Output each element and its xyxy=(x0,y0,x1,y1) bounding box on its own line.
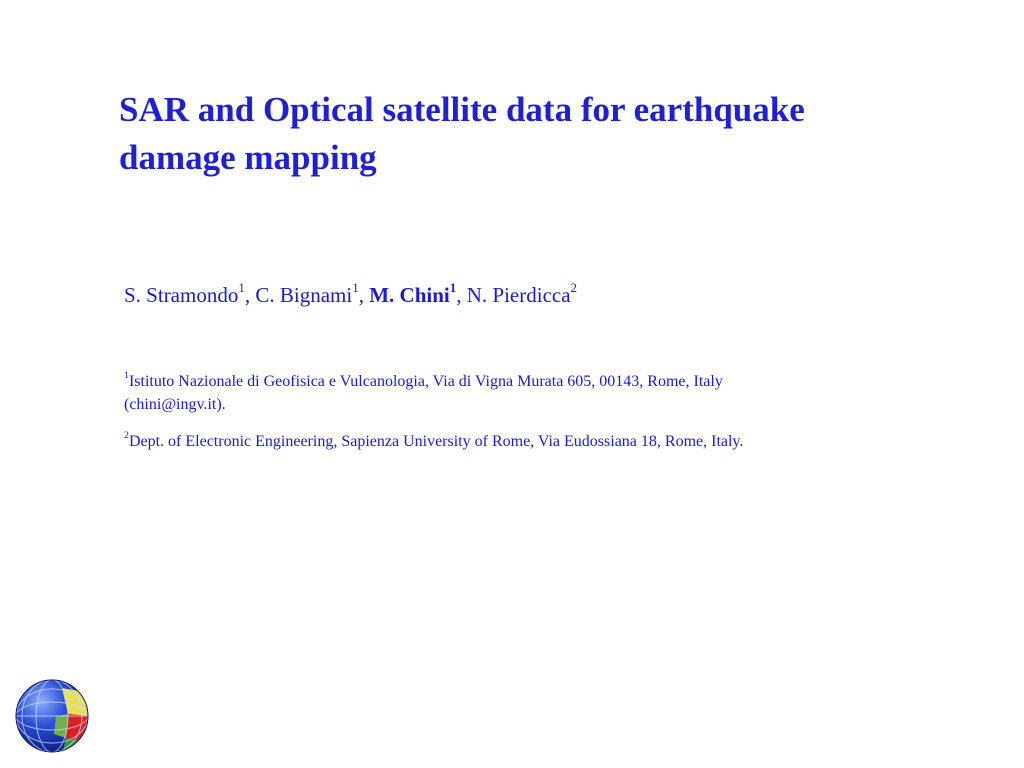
author-name: N. Pierdicca xyxy=(466,283,571,307)
affiliation-mark: 1 xyxy=(124,370,129,382)
affiliation-text: Istituto Nazionale di Geofisica e Vulcanologia, Via di Vigna Murata 605, 00143, Rome, Italy xyxy=(128,373,723,390)
author-name: C. Bignami xyxy=(255,283,353,307)
author-list xyxy=(124,280,924,310)
affiliation-2 xyxy=(124,430,944,453)
author-name: S. Stramondo xyxy=(124,283,239,307)
title-line-2: damage mapping xyxy=(119,138,377,177)
author-separator: , xyxy=(358,283,370,307)
affiliation-email: (chini@ingv.it). xyxy=(124,396,226,413)
affiliation-1 xyxy=(124,370,944,416)
author-separator: , xyxy=(456,283,467,307)
author-name-presenting: M. Chini$^1$ xyxy=(369,280,457,307)
author-affiliation-mark: 2 xyxy=(570,280,578,296)
slide-title xyxy=(119,86,939,182)
globe-logo-icon xyxy=(12,676,92,756)
author-affiliation-mark: 1 xyxy=(449,280,457,296)
author-affiliation-mark: 1 xyxy=(352,280,359,296)
title-line-1: SAR and Optical satellite data for earthquake xyxy=(119,90,805,129)
affiliation-mark: 2 xyxy=(124,430,129,442)
author-separator: , xyxy=(244,283,256,307)
affiliation-text: Dept. of Electronic Engineering, Sapienza University of Rome, Via Eudossiana 18, Rome, Italy. xyxy=(128,433,744,450)
author-affiliation-mark: 1 xyxy=(238,280,245,296)
